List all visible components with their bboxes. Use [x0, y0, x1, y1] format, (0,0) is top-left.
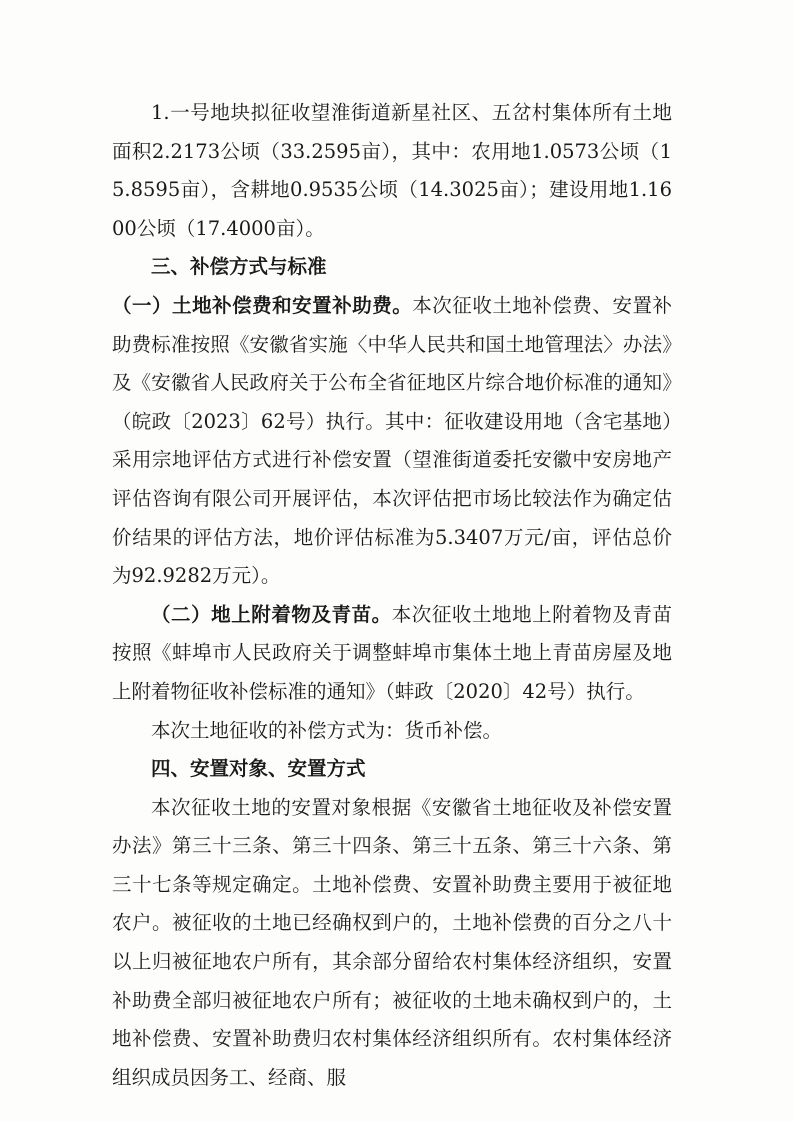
- document-body: [112, 94, 672, 1097]
- subheading-attachments: （二）地上附着物及青苗。: [151, 602, 392, 626]
- paragraph-resettlement: 本次征收土地的安置对象根据《安徽省土地征收及补偿安置办法》第三十三条、第三十四条、第三十五条、第三十六条、第三十七条等规定确定。土地补偿费、安置补助费主要用于被征地农户。被征收的土地已经确权到户的，土地补偿费的百分之八十以上归被征地农户所有，其余部分留给农村集体经济组织，安置补助费全部归被征地农户所有；被征收的土地未确权到户的，土地补偿费、安置补助费归农村集体经济组织所有。农村集体经济组织成员因务工、经商、服: [112, 795, 672, 1089]
- paragraph-land-compensation-body: 本次征收土地补偿费、安置补助费标准按照《安徽省实施〈中华人民共和国土地管理法〉办法》及《安徽省人民政府关于公布全省征地区片综合地价标准的通知》（皖政〔2023〕62号）执行。其中：征收建设用地（含宅基地）采用宗地评估方式进行补偿安置（望淮街道委托安徽中安房地产评估咨询有限公司开展评估，本次评估把市场比较法作为确定估价结果的评估方法，地价评估标准为5.3407万元/亩，评估总价为92.9282万元）。: [112, 293, 672, 588]
- paragraph-plot-one: 1.一号地块拟征收望淮街道新星社区、五岔村集体所有土地面积2.2173公顷（33.2595亩），其中：农用地1.0573公顷（15.8595亩），含耕地0.9535公顷（14.3025亩）；建设用地1.1600公顷（17.4000亩）。: [112, 101, 672, 240]
- paragraph-attachments: [112, 596, 672, 712]
- section-heading-compensation: 三、补偿方式与标准: [151, 255, 327, 279]
- subheading-land-compensation: （一）土地补偿费和安置补助费。: [112, 293, 413, 317]
- section-heading-resettlement: 四、安置对象、安置方式: [151, 757, 366, 781]
- paragraph-land-compensation: [112, 287, 672, 596]
- paragraph-attachments-body: 本次征收土地地上附着物及青苗按照《蚌埠市人民政府关于调整蚌埠市集体土地上青苗房屋及地上附着物征收补偿标准的通知》（蚌政〔2020〕42号）执行。: [112, 602, 672, 703]
- paragraph-compensation-method: 本次土地征收的补偿方式为：货币补偿。: [151, 718, 503, 742]
